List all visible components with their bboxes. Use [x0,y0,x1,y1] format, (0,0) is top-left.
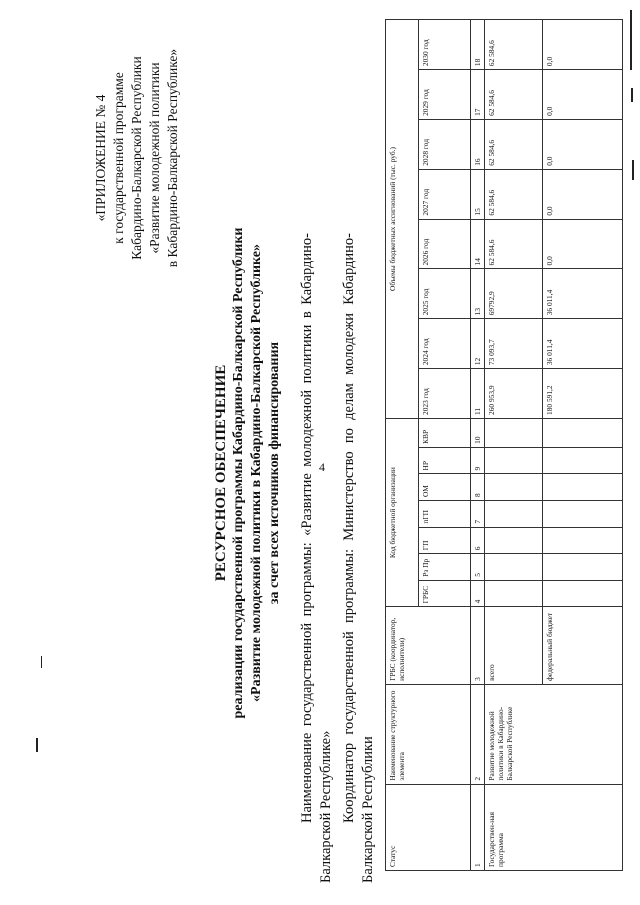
column-number: 8 [471,474,485,501]
value-cell: 0,0 [543,119,623,169]
program-coordinator: Координатор государственной программы: Министерство по делам молодежи Кабардино-Балкарской Республики [341,233,376,883]
code-cell [543,527,623,554]
row-grbs: федеральный бюджет [543,607,623,685]
header-code-rzpr: Рз Пр [419,554,471,581]
column-number: 17 [471,70,485,120]
appendix-line-1: «ПРИЛОЖЕНИЕ № 4 [93,94,108,222]
value-cell: 62 584,6 [485,219,543,269]
column-number: 1 [471,784,485,870]
code-cell [543,447,623,474]
header-code-grbs: ГРБС [419,580,471,607]
code-cell [485,474,543,501]
header-year-2025: 2025 год [419,269,471,319]
column-number: 10 [471,418,485,447]
appendix-line-2: к государственной программе [111,72,126,244]
header-year-2024: 2024 год [419,319,471,369]
value-cell: 62 584,6 [485,169,543,219]
document-title [212,193,284,753]
code-cell [485,554,543,581]
value-cell: 36 011,4 [543,319,623,369]
title-line-2: реализации государственной программы Кабардино-Балкарской Республики [231,227,246,719]
value-cell: 62 584,6 [485,20,543,70]
scan-mark-right-3 [632,160,634,180]
rotated-document [2,3,632,893]
value-cell: 36 011,4 [543,269,623,319]
code-cell [543,501,623,528]
value-cell: 62 584,6 [485,119,543,169]
column-number: 15 [471,169,485,219]
page-number: 4 [319,460,325,474]
resource-table [385,19,623,871]
header-budget-code: Код бюджетной организации [386,418,419,606]
column-number: 3 [471,607,485,685]
header-year-2030: 2030 год [419,20,471,70]
value-cell: 62 584,6 [485,70,543,120]
column-number: 6 [471,527,485,554]
column-number: 4 [471,580,485,607]
header-year-2029: 2029 год [419,70,471,120]
title-line-3: «Развитие молодежной политики в Кабардино-Балкарской Республике» [249,244,264,702]
appendix-line-5: в Кабардино-Балкарской Республике» [165,48,180,268]
header-code-pgp: пГП [419,501,471,528]
program-name: Наименование государственной программы: «Развитие молодежной политики в Кабардино-Балкарской Республике» [299,233,334,883]
code-cell [485,447,543,474]
value-cell: 0,0 [543,70,623,120]
code-cell [485,418,543,447]
column-number: 5 [471,554,485,581]
column-number: 11 [471,369,485,419]
header-year-2027: 2027 год [419,169,471,219]
column-number: 12 [471,319,485,369]
column-number: 13 [471,269,485,319]
header-year-2026: 2026 год [419,219,471,269]
column-number: 9 [471,447,485,474]
appendix-line-4: «Развитие молодежной политики [147,62,162,254]
code-cell [543,554,623,581]
title-line-4: за счет всех источников финансирования [267,341,282,605]
column-number: 16 [471,119,485,169]
value-cell: 73 093,7 [485,319,543,369]
code-cell [543,580,623,607]
value-cell: 260 953,9 [485,369,543,419]
column-number: 14 [471,219,485,269]
header-volumes: Объемы бюджетных ассигнований (тыс. руб.) [386,20,419,419]
header-year-2023: 2023 год [419,369,471,419]
value-cell: 0,0 [543,169,623,219]
title-line-1: РЕСУРСНОЕ ОБЕСПЕЧЕНИЕ [213,364,229,582]
code-cell [485,527,543,554]
value-cell: 180 591,2 [543,369,623,419]
value-cell: 69792,9 [485,269,543,319]
code-cell [543,474,623,501]
appendix-header [92,13,182,303]
header-grbs: ГРБС (координатор, исполнители) [386,607,471,685]
row-grbs: всего [485,607,543,685]
value-cell: 0,0 [543,219,623,269]
header-year-2028: 2028 год [419,119,471,169]
header-status: Статус [386,784,471,870]
code-cell [485,501,543,528]
value-cell: 0,0 [543,20,623,70]
header-code-gp: ГП [419,527,471,554]
header-code-nr: НР [419,447,471,474]
column-number: 7 [471,501,485,528]
table-row [485,20,543,871]
program-meta [298,233,382,883]
header-code-om: ОМ [419,474,471,501]
code-cell [543,418,623,447]
row-status: Государствен-ная программа [485,784,623,870]
header-code-kvr: КВР [419,418,471,447]
column-number: 2 [471,684,485,784]
header-element-name: Наименование структурного элемента [386,684,471,784]
code-cell [485,580,543,607]
row-element-name: Развитие молодежной политики в Кабардино-Балкарской Республике [485,684,623,784]
column-number: 18 [471,20,485,70]
appendix-line-3: Кабардино-Балкарской Республики [129,56,144,260]
